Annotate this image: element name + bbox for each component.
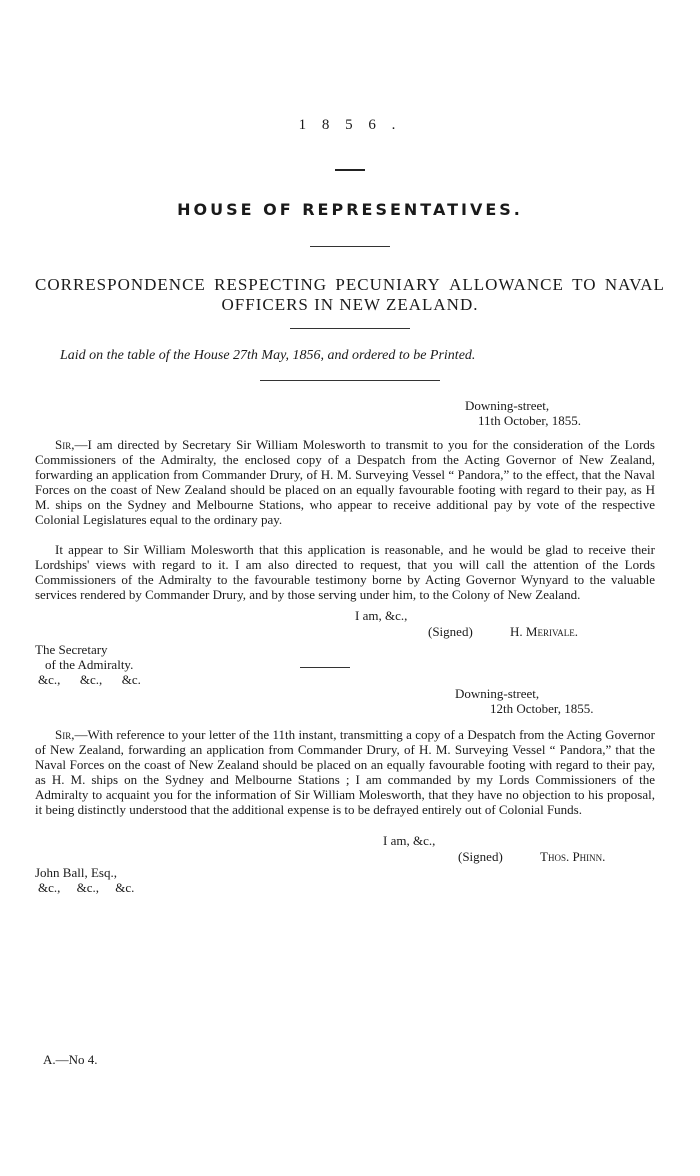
- letter2-recipient-line: &c., &c., &c.: [38, 880, 135, 895]
- title-line-2: OFFICERS IN NEW ZEALAND.: [221, 295, 479, 314]
- letter1-recipient-line: of the Admiralty.: [45, 657, 134, 672]
- salutation: Sir,: [55, 727, 75, 742]
- title-word: RESPECTING: [214, 275, 328, 294]
- divider: [310, 246, 390, 247]
- letter2-signed: (Signed): [458, 849, 503, 864]
- letter2-date: 12th October, 1855.: [490, 701, 594, 716]
- laid-note: Laid on the table of the House 27th May, 1856, and ordered to be Printed.: [60, 348, 476, 363]
- divider: [300, 667, 350, 668]
- letter2-address: Downing-street,: [455, 686, 540, 701]
- letter1-recipient-line: The Secretary: [35, 642, 108, 657]
- letter1-signature: H. Merivale.: [510, 624, 579, 639]
- letter1-date: 11th October, 1855.: [478, 413, 581, 428]
- page-reference: A.—No 4.: [43, 1052, 98, 1067]
- letter1-paragraph-2: It appear to Sir William Molesworth that this application is reasonable, and he would be glad to receive their Lordships' views with regard to it. I am also directed to request, that you will call the attention of the Lords Commissioners of the Admiralty to the favourable testimony borne by Acting Governor Wynyard to the valuable services rendered by Commander Drury, and by those serving under him, to the Colony of New Zealand.: [35, 542, 655, 602]
- letter2-paragraph-1: [35, 727, 655, 817]
- title-word: NAVAL: [604, 275, 665, 294]
- paragraph-text: —With reference to your letter of the 11th instant, transmitting a copy of a Despatch from the Acting Governor of New Zealand, forwarding an application from Commander Drury, of H. M. Surveying Vessel “ Pandora,” that the Naval Forces on the coast of New Zealand should be placed on an equally favourable footing with regard to their pay, as H. M. ships on the Sydney and Melbourne Stations ; I am commanded by my Lords Commissioners of the Admiralty to acquaint you for the information of Sir William Molesworth, that they have no objection to his proposal, it being distinctly understood that the additional expense is to be defrayed entirely out of Colonial Funds.: [35, 727, 655, 817]
- letter1-signed: (Signed): [428, 624, 473, 639]
- salutation: Sir,: [55, 437, 75, 452]
- letter1-closing: I am, &c.,: [355, 608, 408, 623]
- letter1-address: Downing-street,: [465, 398, 550, 413]
- letter2-recipient-line: John Ball, Esq.,: [35, 865, 117, 880]
- letter2-closing: I am, &c.,: [383, 833, 436, 848]
- title-word: CORRESPONDENCE: [35, 275, 206, 294]
- divider: [335, 169, 365, 171]
- title-word: PECUNIARY: [335, 275, 441, 294]
- paragraph-text: —I am directed by Secretary Sir William Molesworth to transmit to you for the consideration of the Lords Commissioners of the Admiralty, the enclosed copy of a Despatch from the Acting Governor of New Zealand, forwarding an application from Commander Drury, of H. M. Surveying Vessel “ Pandora,” to the effect, that the Naval Forces on the coast of New Zealand should be placed on an equally favourable footing with regard to their pay, as H M. ships on the Sydney and Melbourne Stations, who appear to receive additional pay by vote of the respective Colonial Legislatures equal to the ordinary pay.: [35, 437, 655, 527]
- year-heading: 1 8 5 6 .: [298, 117, 402, 133]
- divider: [290, 328, 410, 329]
- letter1-paragraph-1: [35, 437, 655, 527]
- title-word: ALLOWANCE: [449, 275, 564, 294]
- title-word: TO: [572, 275, 597, 294]
- divider: [260, 380, 440, 381]
- house-heading: HOUSE OF REPRESENTATIVES.: [177, 200, 523, 219]
- letter1-recipient-line: &c., &c., &c.: [38, 672, 141, 687]
- title-line-1: [35, 275, 665, 295]
- letter2-signature: Thos. Phinn.: [540, 849, 606, 864]
